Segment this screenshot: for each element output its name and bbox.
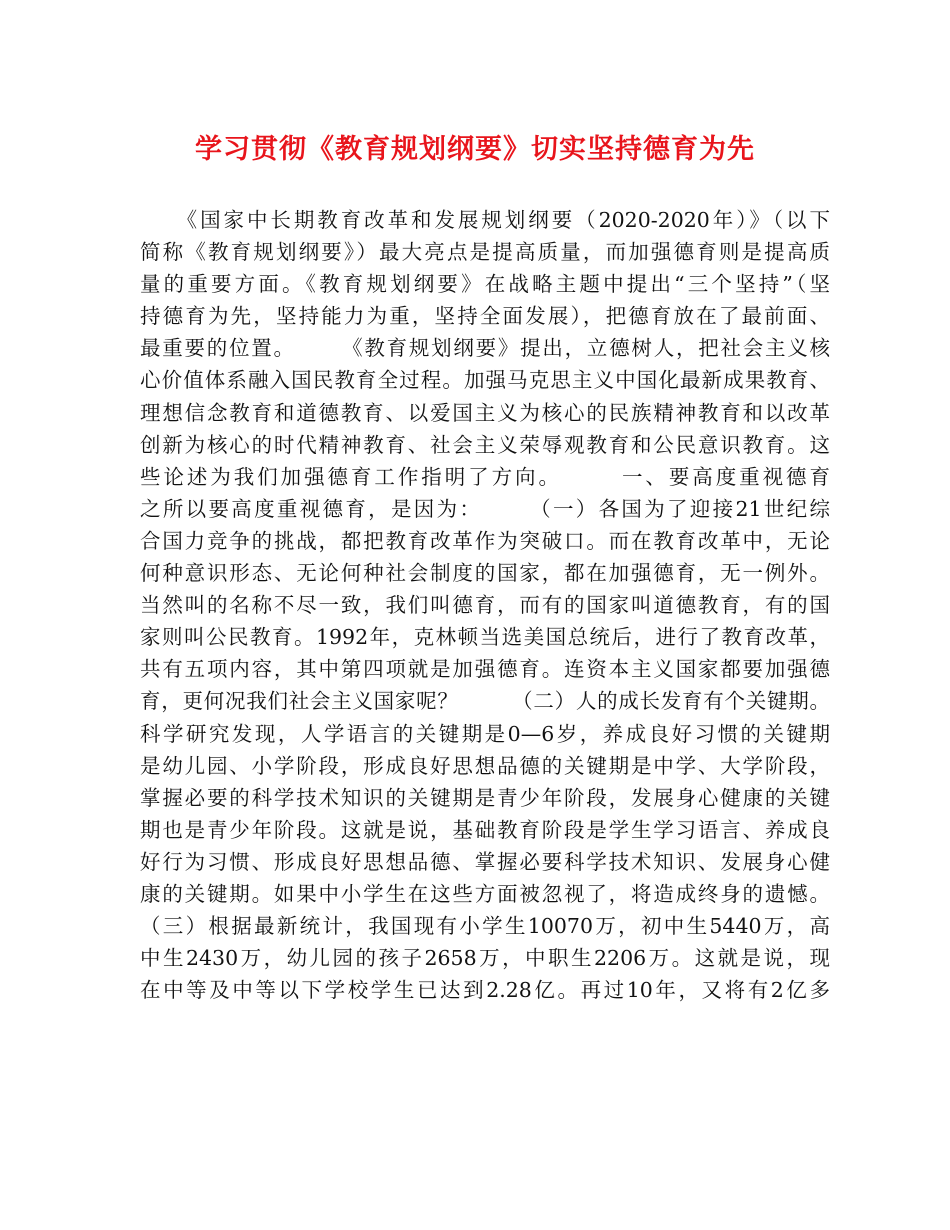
body-line: 之所以要高度重视德育，是因为： （一）各国为了迎接21世纪综 bbox=[140, 496, 830, 521]
body-line: 掌握必要的科学技术知识的关键期是青少年阶段，发展身心健康的关键 bbox=[140, 785, 830, 810]
body-line: 何种意识形态、无论何种社会制度的国家，都在加强德育，无一例外。 bbox=[140, 561, 830, 586]
body-line: 最重要的位置。 《教育规划纲要》提出，立德树人，把社会主义核 bbox=[140, 336, 830, 361]
body-line: 家则叫公民教育。1992年，克林顿当选美国总统后，进行了教育改革， bbox=[140, 625, 830, 650]
body-line: 科学研究发现，人学语言的关键期是0—6岁，养成良好习惯的关键期 bbox=[140, 721, 830, 746]
body-line: 在中等及中等以下学校学生已达到2.28亿。再过10年，又将有2亿多 bbox=[140, 978, 830, 1003]
body-line: 中生2430万，幼儿园的孩子2658万，中职生2206万。这就是说，现 bbox=[140, 946, 830, 971]
body-line: 理想信念教育和道德教育、以爱国主义为核心的民族精神教育和以改革 bbox=[140, 400, 830, 425]
body-line: 好行为习惯、形成良好思想品德、掌握必要科学技术知识、发展身心健 bbox=[140, 849, 830, 874]
body-line: 持德育为先，坚持能力为重，坚持全面发展），把德育放在了最前面、 bbox=[140, 304, 830, 329]
body-line: （三）根据最新统计，我国现有小学生10070万，初中生5440万，高 bbox=[140, 914, 830, 939]
body-line: 康的关键期。如果中小学生在这些方面被忽视了，将造成终身的遗憾。 bbox=[140, 881, 830, 906]
body-line: 共有五项内容，其中第四项就是加强德育。连资本主义国家都要加强德 bbox=[140, 657, 830, 682]
body-line: 《国家中长期教育改革和发展规划纲要（2020-2020年）》（以下 bbox=[140, 208, 830, 232]
body-line: 些论述为我们加强德育工作指明了方向。 一、要高度重视德育 bbox=[140, 464, 830, 489]
body-line: 是幼儿园、小学阶段，形成良好思想品德的关键期是中学、大学阶段， bbox=[140, 753, 830, 778]
body-line: 简称《教育规划纲要》）最大亮点是提高质量，而加强德育则是提高质 bbox=[140, 240, 830, 265]
body-line: 育，更何况我们社会主义国家呢？ （二）人的成长发育有个关键期。 bbox=[140, 689, 830, 714]
body-line: 合国力竞争的挑战，都把教育改革作为突破口。而在教育改革中，无论 bbox=[140, 528, 830, 553]
body-line: 当然叫的名称不尽一致，我们叫德育，而有的国家叫道德教育，有的国 bbox=[140, 593, 830, 618]
body-line: 量的重要方面。《教育规划纲要》在战略主题中提出“三个坚持”（坚 bbox=[140, 272, 830, 297]
document-body bbox=[140, 204, 830, 1006]
body-line: 期也是青少年阶段。这就是说，基础教育阶段是学生学习语言、养成良 bbox=[140, 817, 830, 842]
body-line: 创新为核心的时代精神教育、社会主义荣辱观教育和公民意识教育。这 bbox=[140, 432, 830, 457]
body-line: 心价值体系融入国民教育全过程。加强马克思主义中国化最新成果教育、 bbox=[140, 368, 830, 393]
document-title: 学习贯彻《教育规划纲要》切实坚持德育为先 bbox=[195, 134, 755, 165]
